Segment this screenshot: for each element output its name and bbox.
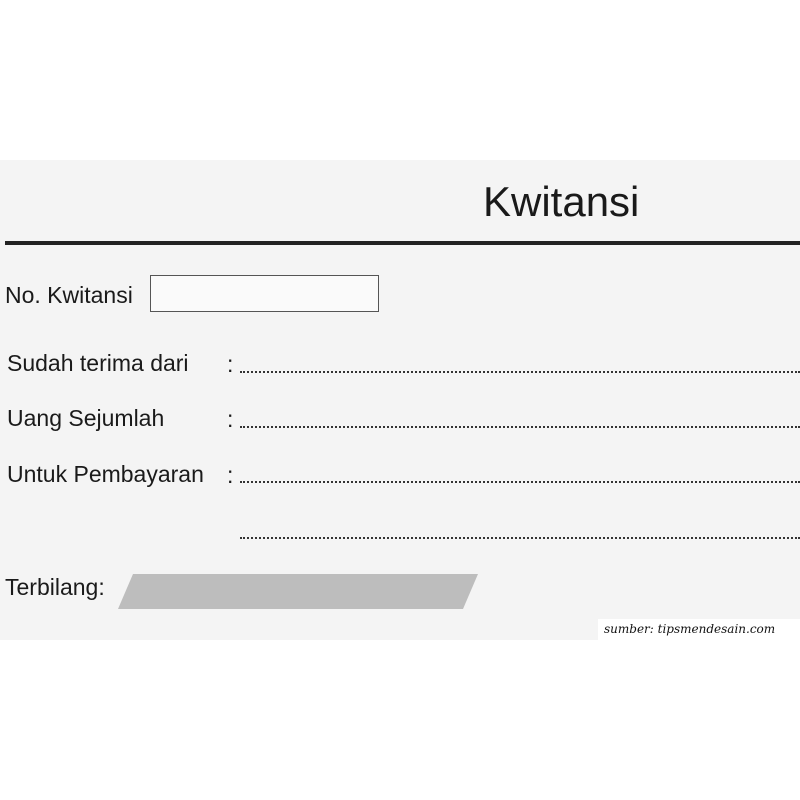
payment-for-colon: : — [227, 462, 234, 488]
amount-dotted-line[interactable] — [240, 426, 800, 428]
received-from-label: Sudah terima dari — [7, 350, 189, 376]
amount-in-words-label: Terbilang: — [5, 574, 105, 600]
receipt-number-label: No. Kwitansi — [5, 282, 133, 308]
amount-label: Uang Sejumlah — [7, 405, 165, 431]
amount-in-words-field[interactable] — [118, 574, 478, 609]
received-from-colon: : — [227, 351, 234, 377]
payment-for-dotted-line[interactable] — [240, 481, 800, 483]
source-credit-text: sumber: tipsmendesain.com — [604, 622, 776, 636]
source-credit — [598, 619, 800, 640]
receipt-title: Kwitansi — [483, 178, 640, 225]
receipt-form — [0, 160, 800, 640]
amount-colon: : — [227, 406, 234, 432]
received-from-dotted-line[interactable] — [240, 371, 800, 373]
payment-for-dotted-line-2[interactable] — [240, 537, 800, 539]
payment-for-label: Untuk Pembayaran — [7, 461, 204, 487]
title-divider — [5, 241, 800, 245]
receipt-number-field[interactable] — [150, 275, 379, 312]
